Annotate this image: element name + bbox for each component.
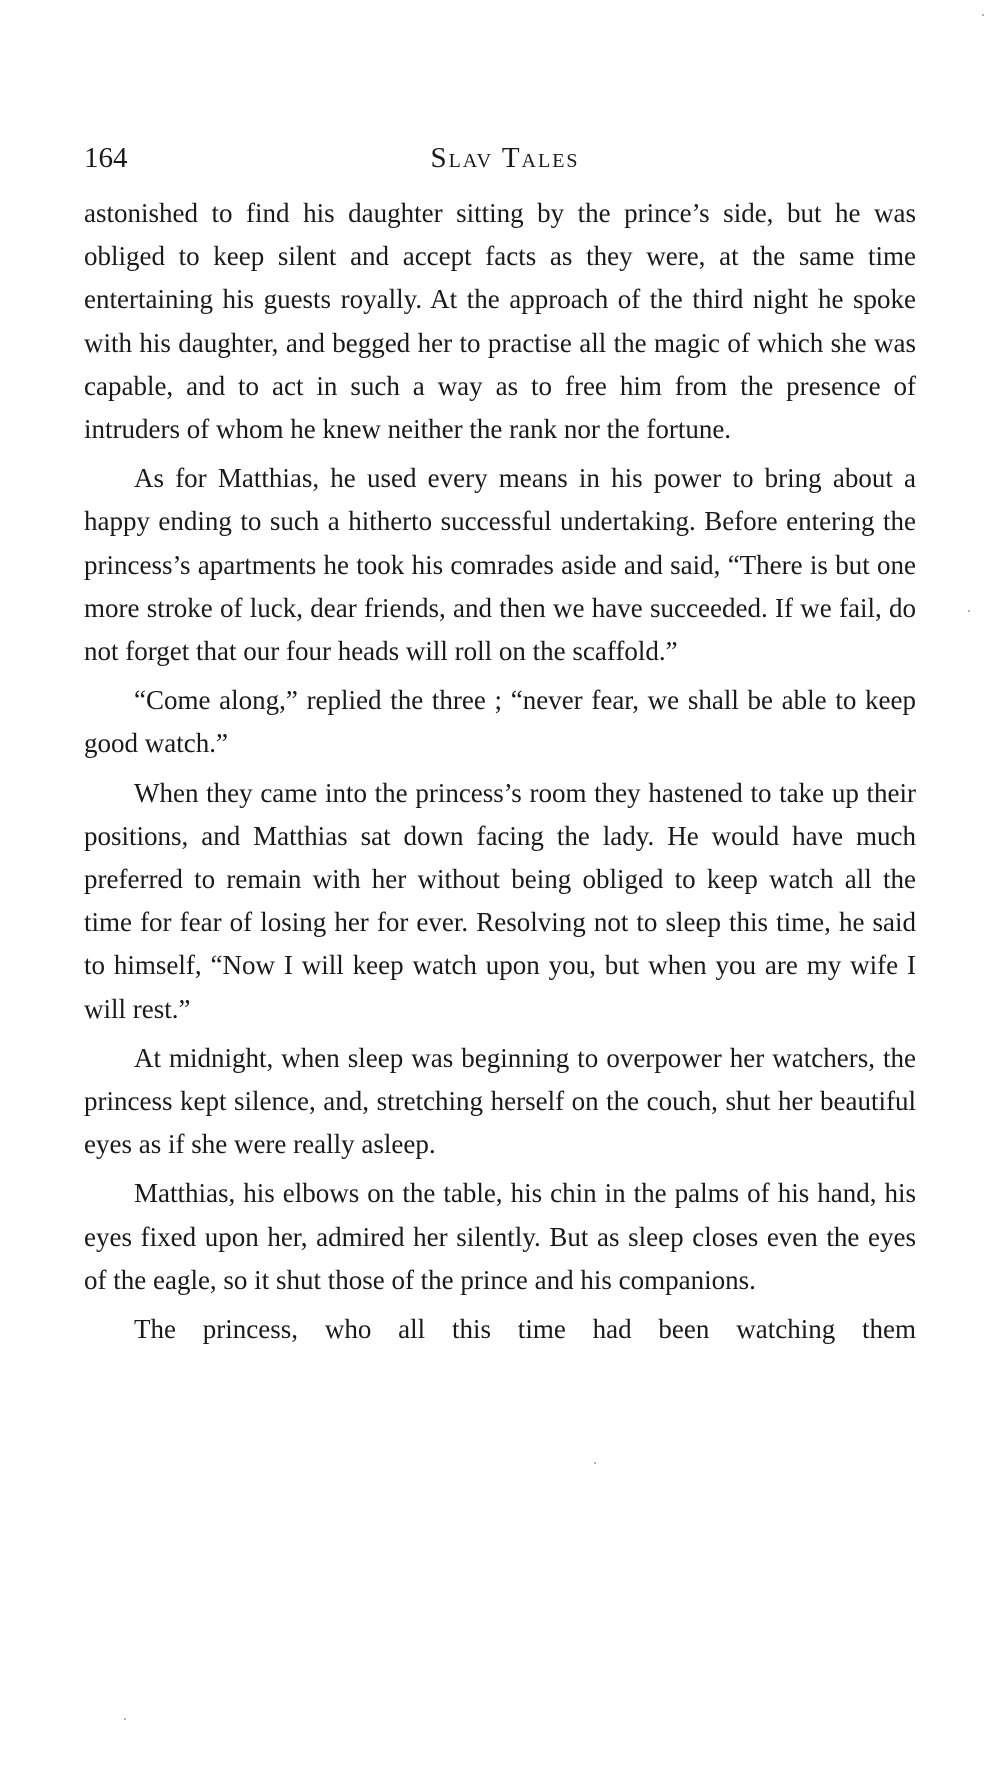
- paragraph-6: Matthias, his elbows on the table, his chin in the palms of his hand, his eyes fixed upon her, admired her silently. But as sleep closes even the eyes of the eagle, so it shut those of the prince and his companions.: [84, 1178, 916, 1295]
- page-number: 164: [84, 142, 128, 174]
- paragraph-2: As for Matthias, he used every means in his power to bring about a happy ending to such a hitherto successful undertaking. Before entering the princess’s apartments he took his comrades aside and said, “There is but one more stroke of luck, dear friends, and then we have succeeded. If we fail, do not forget that our four heads will roll on the scaffold.”: [84, 463, 916, 667]
- paper-speck: [594, 1462, 596, 1464]
- running-title: Slav Tales: [430, 142, 580, 174]
- paragraph-5: At midnight, when sleep was beginning to overpower her watchers, the princess kept silence, and, stretching herself on the couch, shut her beautiful eyes as if she were really asleep.: [84, 1042, 916, 1160]
- paragraph-3: “Come along,” replied the three ; “never fear, we shall be able to keep good watch.”: [84, 685, 916, 759]
- body-text: [84, 192, 916, 1357]
- paragraph-7: The princess, who all this time had been watching them: [134, 1314, 916, 1345]
- page-header: [84, 138, 916, 178]
- paragraph-4: When they came into the princess’s room they hastened to take up their positions, and Matthias sat down facing the lady. He would have much preferred to remain with her without being obliged to keep watch all the time for fear of losing her for ever. Resolving not to sleep this time, he said to himself, “Now I will keep watch upon you, but when you are my wife I will rest.”: [84, 777, 916, 1024]
- paper-speck: [968, 610, 970, 612]
- paper-speck: [124, 1718, 126, 1720]
- paragraph-1: astonished to find his daughter sitting by the prince’s side, but he was obliged to keep silent and accept facts as they were, at the same time entertaining his guests royally. At the approach of the third night he spoke with his daughter, and begged her to practise all the magic of which she was capable, and to act in such a way as to free him from the presence of intruders of whom he knew neither the rank nor the fortune.: [84, 198, 916, 445]
- paper-speck: [982, 14, 984, 16]
